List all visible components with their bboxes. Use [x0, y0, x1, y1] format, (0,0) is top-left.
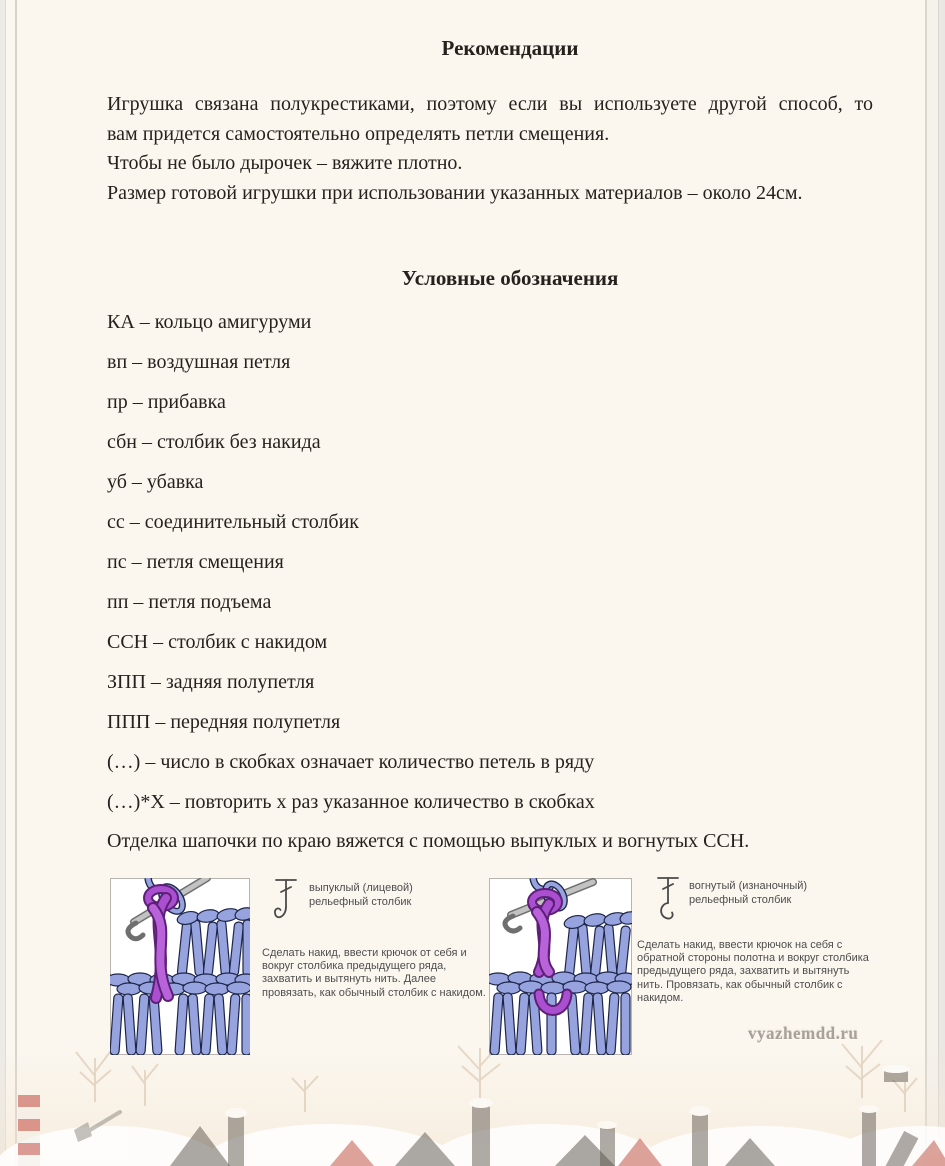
legend-item: пп – петля подъема: [107, 591, 272, 613]
legend-item: пс – петля смещения: [107, 551, 284, 573]
front-post-relief-stitch-icon: [271, 877, 301, 930]
legend-item: уб – убавка: [107, 471, 204, 493]
watermark: vyazhemdd.ru: [748, 1024, 859, 1043]
back-post-relief-stitch-icon: [653, 875, 683, 928]
legend-item: ЗПП – задняя полупетля: [107, 671, 315, 693]
legend-item: (…)*X – повторить x раз указанное количество в скобках: [107, 791, 595, 813]
figure-description: Сделать накид, ввести крючок на себя с обратной стороны полотна и вокруг столбика предыдущего ряда, захватить и вытянуть нить. Провязать, как обычный столбик с накидом.: [637, 939, 869, 1004]
edging-note: Отделка шапочки по краю вяжется с помощью выпуклых и вогнутых ССН.: [107, 830, 750, 852]
crochet-back-post-image: [489, 878, 632, 1055]
page-title: Рекомендации: [441, 36, 579, 60]
legend-item: вп – воздушная петля: [107, 351, 291, 373]
figure-symbol-label: выпуклый (лицевой) рельефный столбик: [309, 882, 413, 908]
intro-line: Чтобы не было дырочек – вяжите плотно.: [107, 152, 463, 174]
intro-line: вам придется самостоятельно определять петли смещения.: [107, 122, 610, 145]
legend-list: [107, 302, 887, 822]
intro-paragraph: [107, 90, 873, 208]
crochet-illustration-front-post: [110, 878, 250, 1055]
legend-item: КА – кольцо амигуруми: [107, 311, 312, 333]
legend-item: ССН – столбик с накидом: [107, 631, 328, 653]
legend-item: сбн – столбик без накида: [107, 431, 321, 453]
winter-village-decoration: [0, 1040, 945, 1166]
intro-line: Игрушка связана полукрестиками, поэтому если вы используете другой способ, то: [107, 93, 873, 115]
figure-symbol-label: вогнутый (изнаночный) рельефный столбик: [689, 880, 808, 906]
intro-line: Размер готовой игрушки при использовании указанных материалов – около 24см.: [107, 181, 803, 204]
legend-item: сс – соединительный столбик: [107, 511, 360, 533]
crochet-illustration-back-post: [489, 878, 632, 1055]
scan-edge-right-rail: [938, 0, 945, 1166]
legend-item: (…) – число в скобках означает количество петель в ряду: [107, 751, 595, 773]
legend-item: пр – прибавка: [107, 391, 226, 413]
legend-item: ППП – передняя полупетля: [107, 711, 341, 733]
legend-title: Условные обозначения: [401, 266, 619, 290]
scan-edge-left-line: [15, 0, 17, 1166]
scan-edge-left-strip: [0, 0, 6, 1166]
figure-description: Сделать накид, ввести крючок от себя и вокруг столбика предыдущего ряда, захватить и вытянуть нить. Далее провязать, как обычный столбик с накидом.: [262, 947, 486, 999]
crochet-front-post-image: [110, 878, 250, 1055]
